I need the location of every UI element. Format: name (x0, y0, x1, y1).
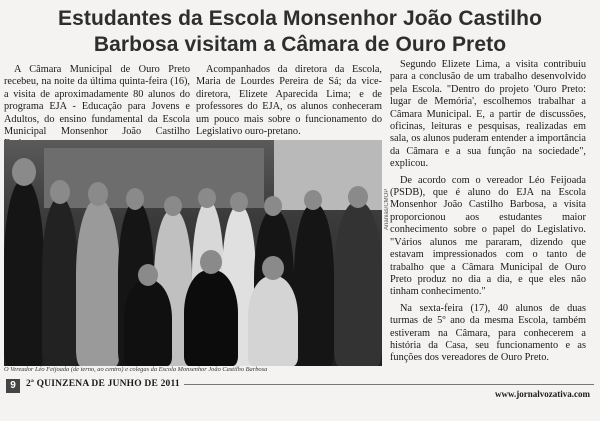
person-silhouette (4, 180, 44, 366)
edition-date: 2ª QUINZENA DE JUNHO DE 2011 (26, 379, 184, 389)
headline (0, 6, 600, 58)
person-head (50, 180, 70, 204)
person-head (230, 192, 248, 212)
person-head (126, 188, 144, 210)
person-head (200, 250, 222, 274)
paragraph: Na sexta-feira (17), 40 alunos de duas turmas de 5º ano da mesma Escola, também estiveram na Câmara, para conhecerem a história da Casa, seu funcionamento e as funções dos vereadores de Ouro Preto. (390, 302, 586, 364)
paragraph: Segundo Elizete Lima, a visita contribuiu para a conclusão de um trabalho desenvolvido pela Escola. "Dentro do projeto 'Ouro Preto: lugar de Memória', escolhemos trabalhar a Câmara Municipal. E, a partir de discussões, oficinas, leituras e pesquisas, realizadas em sala, os alunos puderam entender a importância da Câmara e a sua função na sociedade", explicou. (390, 59, 586, 170)
page-number: 9 (6, 379, 20, 393)
paragraph: A Câmara Municipal de Ouro Preto recebeu, na noite da última quinta-feira (16), a visita de aproximadamente 80 alunos do programa EJA - Educação para Jovens e Adultos, do ensino fundamental da Escola Municipal Monsenhor João Castilho (4, 64, 190, 138)
person-head (348, 186, 368, 208)
person-silhouette (294, 204, 334, 366)
article-column-2 (196, 64, 382, 142)
person-head (12, 158, 36, 186)
headline-line-1: Estudantes da Escola Monsenhor João Castilho (58, 7, 542, 30)
person-silhouette (248, 276, 298, 366)
person-head (304, 190, 322, 210)
person-silhouette (124, 280, 172, 366)
person-silhouette (184, 270, 238, 366)
person-head (164, 196, 182, 216)
person-silhouette (76, 200, 120, 366)
headline-line-2: Barbosa visitam a Câmara de Ouro Preto (93, 33, 507, 56)
website-link[interactable]: www.jornalvozativa.com (491, 389, 590, 399)
person-head (88, 182, 108, 206)
paragraph: Acompanhados da diretora da Escola, Maria de Lourdes Pereira de Sá; da vice-diretora, Elizete Aparecida Lima; e de professores do EJA, os alunos conheceram um pouco mais sobre o funcionamento do Legislativo ouro-pretano. (196, 64, 382, 138)
photo-credit: Ananias/CMOP (384, 188, 390, 230)
person-head (262, 256, 284, 280)
person-head (264, 196, 282, 216)
article-column-3 (390, 59, 586, 369)
group-photo (4, 140, 382, 366)
photo-caption: O Vereador Léo Feijoada (de terno, ao centro) e colegas da Escola Monsenhor João Castilho Barbosa (4, 366, 268, 373)
paragraph: De acordo com o vereador Léo Feijoada (PSDB), que é aluno do EJA na Escola Monsenhor João Castilho Barbosa, a visita proporcionou aos estudantes maior conhecimento sobre o papel do Legislativo. "Vários alunos me pararam, dizendo que estavam impressionados com o tanto de trabalho que a Câmara Municipal de Ouro Preto produz no dia a dia, e que eles não tinham conhecimento." (390, 174, 586, 298)
person-silhouette (42, 198, 78, 366)
person-silhouette (334, 202, 382, 366)
person-head (198, 188, 216, 208)
person-head (138, 264, 158, 286)
